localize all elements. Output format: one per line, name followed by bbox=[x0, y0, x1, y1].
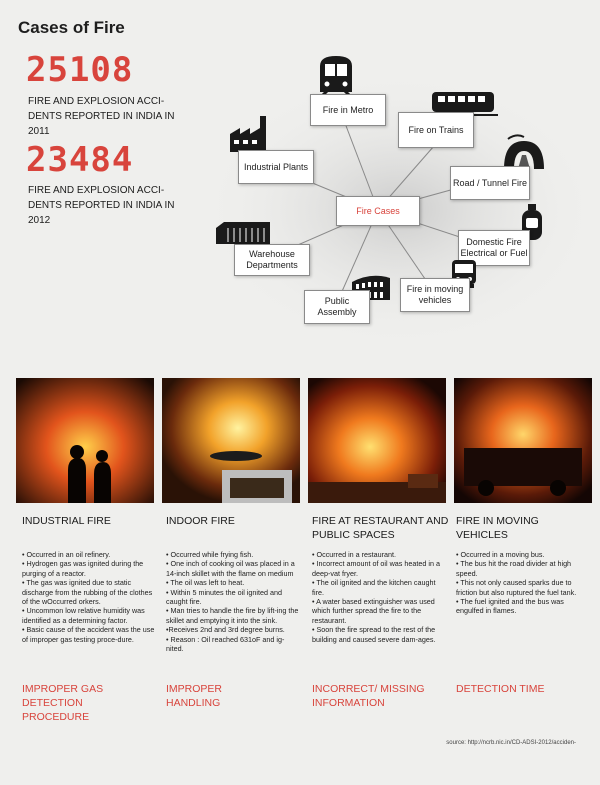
photo-moving-vehicle-fire bbox=[454, 378, 592, 503]
column-heading-indoor-fire: INDOOR FIRE bbox=[166, 515, 235, 527]
bullets-moving-vehicles bbox=[456, 550, 586, 616]
bullet-item: • Incorrect amount of oil was heated in a deep-vat fryer. bbox=[312, 559, 440, 578]
bullet-item: • Occurred in an oil refinery. bbox=[22, 550, 111, 559]
center-node-fire-cases: Fire Cases bbox=[336, 196, 420, 226]
factory-icon bbox=[228, 112, 272, 154]
photo-restaurant-fire bbox=[308, 378, 446, 503]
source-citation: source: http://ncrb.nic.in/CD-ADSI-2012/acciden- bbox=[446, 740, 576, 746]
bullet-item: •Receives 2nd and 3rd degree burns. bbox=[166, 625, 285, 635]
node-fire-in-moving-vehicles: Fire in moving vehicles bbox=[400, 278, 470, 312]
fire-cases-diagram bbox=[0, 0, 600, 370]
stat-text-2011: FIRE AND EXPLOSION ACCI- DENTS REPORTED IN INDIA IN 2011 bbox=[28, 96, 175, 137]
warehouse-icon bbox=[214, 220, 272, 246]
metro-train-icon bbox=[314, 52, 358, 98]
stat-number-2012: 23484 bbox=[26, 140, 134, 180]
bullet-item: • A water based extinguisher was used which further spread the fire to the restaurant. bbox=[312, 597, 435, 625]
bullets-industrial-fire bbox=[22, 550, 157, 644]
column-heading-industrial-fire: INDUSTRIAL FIRE bbox=[22, 515, 111, 527]
bullet-item: • The bus hit the road divider at high speed. bbox=[456, 559, 572, 578]
bullet-item: • Occurred in a restaurant. bbox=[312, 550, 397, 559]
node-warehouse-departments: Warehouse Departments bbox=[234, 244, 310, 276]
bullet-item: • Uncommon low relative humidity was identified as a determining factor. bbox=[22, 606, 145, 625]
bullet-item: • The gas was ignited due to static discharge from the rubbing of the clothes of the wOccurred orkers. bbox=[22, 578, 153, 607]
bullet-item: • Occurred while frying fish. bbox=[166, 550, 254, 559]
bullet-item: • Occurred in a moving bus. bbox=[456, 550, 545, 559]
bullet-item: • Basic cause of the accident was the use of improper gas testing proce-dure. bbox=[22, 625, 155, 644]
photo-industrial-fire bbox=[16, 378, 154, 503]
bullets-restaurant-fire bbox=[312, 550, 447, 644]
bullet-item: • This not only caused sparks due to friction but also ruptured the fuel tank. bbox=[456, 578, 577, 597]
stat-text-2012: FIRE AND EXPLOSION ACCI- DENTS REPORTED IN INDIA IN 2012 bbox=[28, 185, 175, 226]
node-domestic-fire: Domestic Fire Electrical or Fuel bbox=[458, 230, 530, 266]
bullet-item: • Man tries to handle the fire by lift-ing the skillet and emptying it into the sink. bbox=[166, 606, 299, 625]
node-road-tunnel-fire: Road / Tunnel Fire bbox=[450, 166, 530, 200]
page-title: Cases of Fire bbox=[18, 18, 125, 37]
cause-indoor-fire: IMPROPER HANDLING bbox=[166, 683, 223, 709]
bullet-item: • Hydrogen gas was ignited during the purging of a reactor. bbox=[22, 559, 144, 578]
node-industrial-plants: Industrial Plants bbox=[238, 150, 314, 184]
bullet-item: • Soon the fire spread to the rest of the building and caused severe dam-ages. bbox=[312, 625, 436, 644]
bullet-item: • The fuel ignited and the bus was engulfed in flames. bbox=[456, 597, 564, 616]
bullet-item: • The oil ignited and the kitchen caught fire. bbox=[312, 578, 436, 597]
cause-moving-vehicles: DETECTION TIME bbox=[456, 683, 545, 695]
node-fire-on-trains: Fire on Trains bbox=[398, 112, 474, 148]
node-fire-in-metro: Fire in Metro bbox=[310, 94, 386, 126]
node-public-assembly: Public Assembly bbox=[304, 290, 370, 324]
bullet-item: • Within 5 minutes the oil ignited and caught fire. bbox=[166, 587, 282, 607]
cause-industrial-fire: IMPROPER GAS DETECTION PROCEDURE bbox=[22, 683, 104, 723]
bullet-item: • The oil was left to heat. bbox=[166, 578, 245, 588]
bullet-item: • One inch of cooking oil was placed in a 14-inch skillet with the flame on medium bbox=[166, 559, 295, 578]
column-heading-moving-vehicles: FIRE IN MOVING VEHICLES bbox=[456, 515, 539, 541]
photo-indoor-fire bbox=[162, 378, 300, 503]
stat-number-2011: 25108 bbox=[26, 50, 134, 90]
cause-restaurant-fire: INCORRECT/ MISSING INFORMATION bbox=[312, 683, 425, 709]
column-heading-restaurant-fire: FIRE AT RESTAURANT AND PUBLIC SPACES bbox=[312, 515, 449, 541]
bullet-item: • Reason : Oil reached 631oF and ig-nited. bbox=[166, 634, 285, 654]
bullets-indoor-fire bbox=[166, 550, 301, 653]
